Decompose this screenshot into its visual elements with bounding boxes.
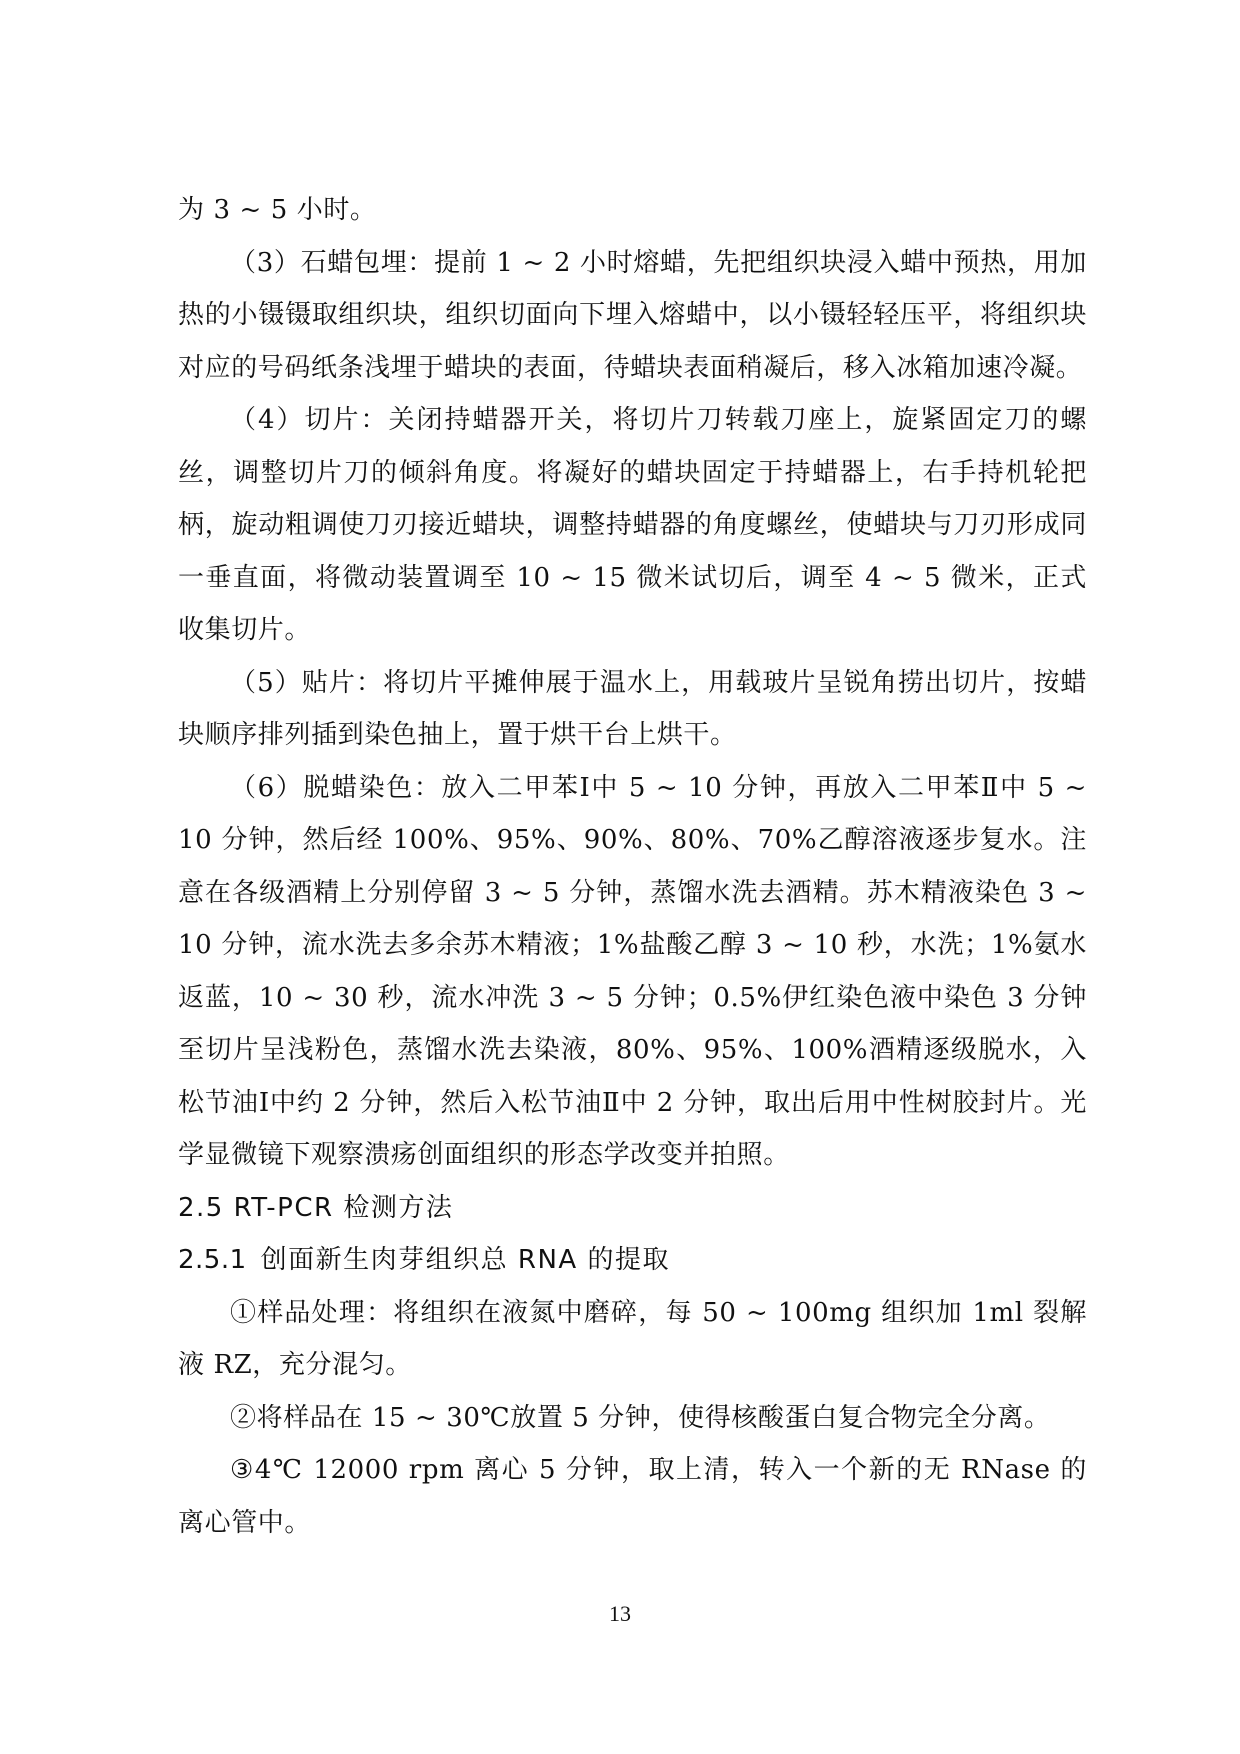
body-text xyxy=(178,184,1087,1549)
step-incubation: ②将样品在 15 ~ 30℃放置 5 分钟，使得核酸蛋白复合物完全分离。 xyxy=(230,1402,1051,1433)
paragraph-paraffin-embedding: （3）石蜡包埋：提前 1 ~ 2 小时熔蜡，先把组织块浸入蜡中预热，用加热的小镊镊取组织块，组织切面向下埋入熔蜡中，以小镊轻轻压平，将组织块对应的号码纸条浅埋于蜡块的表面，待蜡块表面稍凝后，移入冰箱加速冷凝。 xyxy=(178,247,1087,383)
subsection-heading xyxy=(178,1234,1087,1287)
page-number: 13 xyxy=(609,1601,631,1626)
step-sample-processing: ①样品处理：将组织在液氮中磨碎，每 50 ~ 100mg 组织加 1ml 裂解液 RZ，充分混匀。 xyxy=(178,1297,1087,1380)
section-heading: 2.5 RT-PCR 检测方法 xyxy=(178,1192,454,1223)
step-centrifugation: ③4℃ 12000 rpm 离心 5 分钟，取上清，转入一个新的无 RNase 的离心管中。 xyxy=(178,1455,1087,1538)
paragraph-sectioning: （4）切片：关闭持蜡器开关，将切片刀转载刀座上，旋紧固定刀的螺丝，调整切片刀的倾斜角度。将凝好的蜡块固定于持蜡器上，右手持机轮把柄，旋动粗调使刀刃接近蜡块，调整持蜡器的角度螺丝，使蜡块与刀刃形成同一垂直面，将微动装置调至 10 ~ 15 微米试切后，调至 4 ~ 5 微米，正式收集切片。 xyxy=(178,405,1087,645)
subsection-title: 创面新生肉芽组织总 RNA 的提取 xyxy=(260,1245,670,1275)
paragraph-dewaxing-staining: （6）脱蜡染色：放入二甲苯Ⅰ中 5 ~ 10 分钟，再放入二甲苯Ⅱ中 5 ~ 10 分钟，然后经 100%、95%、90%、80%、70%乙醇溶液逐步复水。注意在各级酒精上分别停留 3 ~ 5 分钟，蒸馏水洗去酒精。苏木精液染色 3 ~ 10 分钟，流水洗去多余苏木精液；1%盐酸乙醇 3 ~ 10 秒，水洗；1%氨水返蓝，10 ~ 30 秒，流水冲洗 3 ~ 5 分钟；0.5%伊红染色液中染色 3 分钟至切片呈浅粉色，蒸馏水洗去染液，80%、95%、100%酒精逐级脱水，入松节油Ⅰ中约 2 分钟，然后入松节油Ⅱ中 2 分钟，取出后用中性树胶封片。光学显微镜下观察溃疡创面组织的形态学改变并拍照。 xyxy=(178,772,1087,1170)
paragraph-continuation: 为 3 ~ 5 小时。 xyxy=(178,195,377,225)
subsection-number: 2.5.1 xyxy=(178,1245,247,1275)
paragraph-mounting: （5）贴片：将切片平摊伸展于温水上，用载玻片呈锐角捞出切片，按蜡块顺序排列插到染色抽上，置于烘干台上烘干。 xyxy=(178,667,1087,750)
